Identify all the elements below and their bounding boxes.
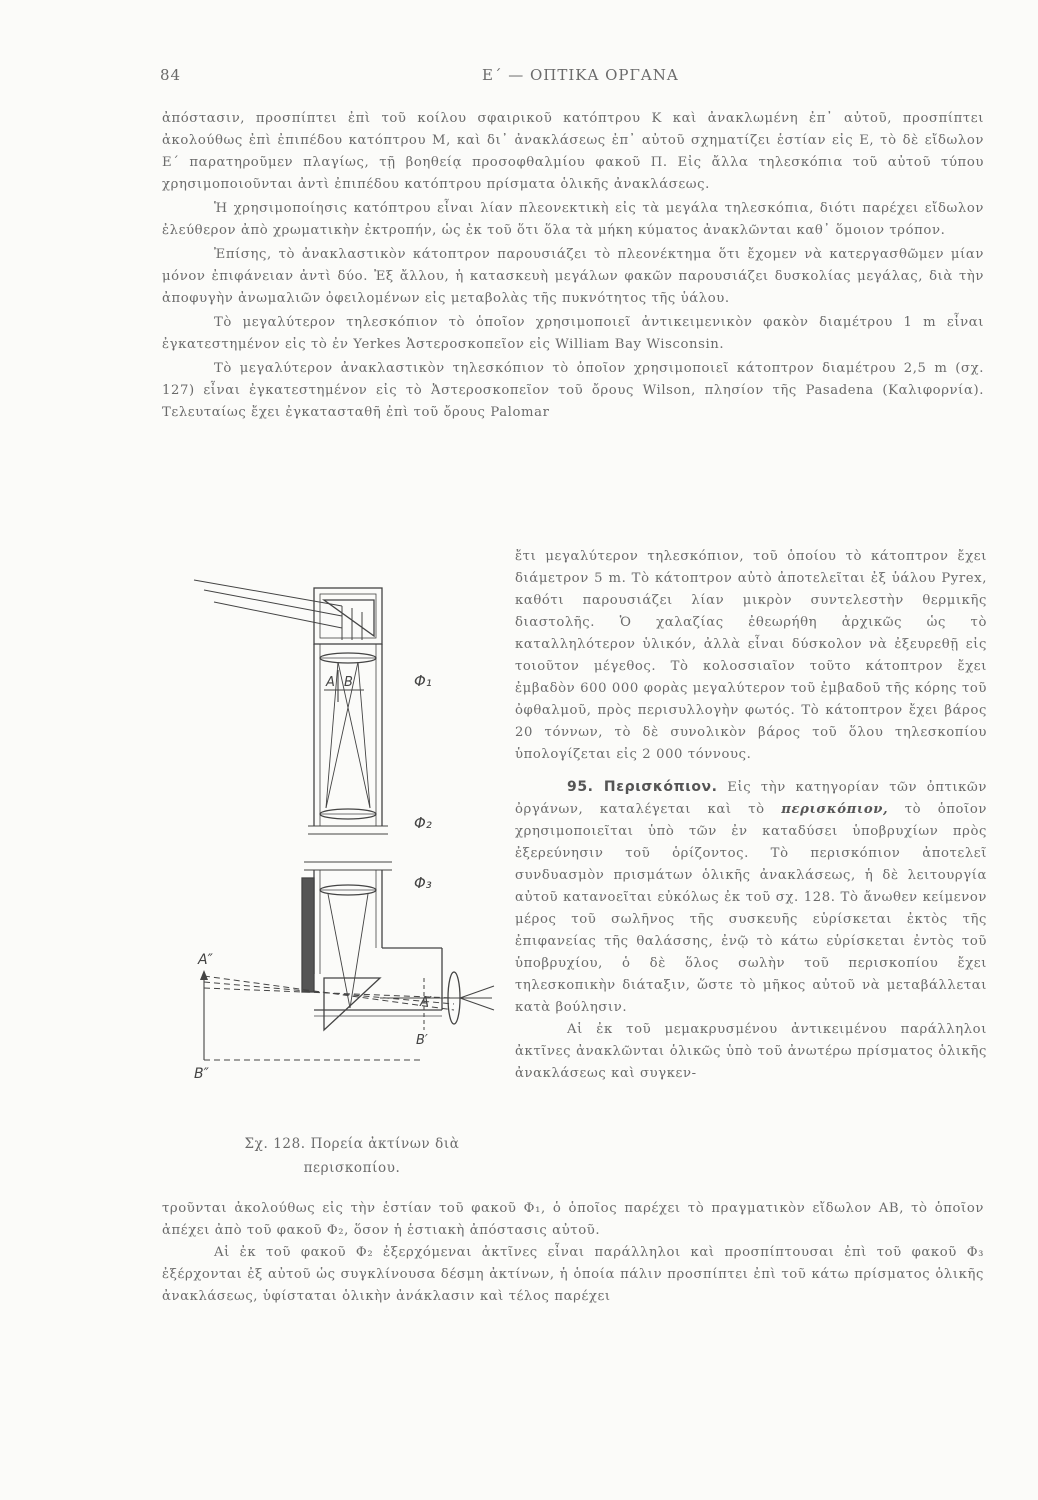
label-phi3: Φ₃ bbox=[414, 874, 432, 892]
paragraph: Τὸ μεγαλύτερον ἀνακλαστικὸν τηλεσκόπιον τὸ ὁποῖον χρησιμοποιεῖ κάτοπτρον διαμέτρου 2,5 m (σχ. 127) εἶναι ἐγκατεστημένον εἰς τὸ Ἀστεροσκοπεῖον τοῦ ὄρους Wilson, πλησίον τῆς Pasadena (Καλιφορνία). Τελευταίως ἔχει ἐγκατασταθῆ ἐπὶ τοῦ ὄρους Palomar bbox=[162, 361, 984, 420]
top-text-block bbox=[162, 108, 984, 426]
label-a: A bbox=[326, 675, 335, 690]
label-a-prime: A′ bbox=[420, 995, 432, 1010]
paragraph: ἀπόστασιν, προσπίπτει ἐπὶ τοῦ κοίλου σφαιρικοῦ κατόπτρου Κ καὶ ἀνακλωμένη ἐπ᾽ αὐτοῦ, προσπίπτει ἀκολούθως ἐπὶ ἐπιπέδου κατόπτρου Μ, καὶ δι᾽ ἀνακλάσεως ἐπ᾽ αὐτοῦ σχηματίζει ἑστίαν εἰς Ε, τὸ δὲ εἴδωλον Ε΄ παρατηροῦμεν πλαγίως, τῇ βοηθείᾳ προσοφθαλμίου φακοῦ Π. Εἰς ἄλλα τηλεσκόπια τοῦ αὐτοῦ τύπου χρησιμοποιοῦνται ἀντὶ ἐπιπέδου κατόπτρου πρίσματα ὁλικῆς ἀνακλάσεως. bbox=[162, 111, 984, 192]
label-a-double: A″ bbox=[198, 952, 213, 968]
page-header bbox=[160, 66, 880, 94]
running-title: Ε΄ — ΟΠΤΙΚΑ ΟΡΓΑΝΑ bbox=[482, 66, 679, 84]
hull-wall bbox=[302, 878, 314, 992]
label-b-double: B″ bbox=[194, 1066, 209, 1078]
section-text: Εἰς τὴν κατηγορίαν τῶν ὀπτικῶν ὀργάνων, καταλέγεται καὶ τὸ bbox=[515, 780, 987, 817]
virtual-rays bbox=[204, 976, 454, 1010]
section-95-paragraph bbox=[515, 776, 987, 1019]
section-text: τὸ ὁποῖον χρησιμοποιεῖται ὑπὸ τῶν ἐν καταδύσει ὑποβρυχίων πρὸς ἐξερεύνησιν τοῦ ὁρίζοντος. Τὸ περισκόπιον ἀποτελεῖ συνδυασμὸν πρισμάτων ὁλικῆς ἀνακλάσεως, ἡ δὲ λειτουργία αὐτοῦ κατανοεῖται εὐκόλως ἐκ τοῦ σχ. 128. Τὸ ἄνωθεν κείμενον μέρος τοῦ σωλῆνος τῆς συσκευῆς εὑρίσκεται ἐκτὸς τῆς ἐπιφανείας τῆς θαλάσσης, ἐνῷ τὸ κάτω εὑρίσκεται ἐντὸς τοῦ ὑποβρυχίου, ὁ δὲ ὅλος σωλὴν τοῦ περισκοπίου ἔχει τηλεσκοπικὴν διάταξιν, ὥστε τὸ μῆκος αὐτοῦ νὰ μεταβάλλεται κατὰ βούλησιν. bbox=[515, 802, 987, 1015]
right-column-text bbox=[515, 546, 987, 1085]
figure-caption bbox=[202, 1132, 502, 1180]
bottom-text-block bbox=[162, 1198, 984, 1308]
paragraph: Ἐπίσης, τὸ ἀνακλαστικὸν κάτοπτρον παρουσιάζει τὸ πλεονέκτημα ὅτι ἔχομεν νὰ κατεργασθῶμεν μίαν μόνον ἐπιφάνειαν ἀντὶ δύο. Ἐξ ἄλλου, ἡ κατασκευὴ μεγάλων φακῶν παρουσιάζει δυσκολίας μεγάλας, διὰ τὴν ἀποφυγὴν ἀνωμαλιῶν ὀφειλομένων εἰς μεταβολὰς τῆς πυκνότητος τῆς ὑάλου. bbox=[162, 247, 984, 306]
periscope-diagram bbox=[192, 578, 502, 1078]
paragraph: Αἱ ἐκ τοῦ φακοῦ Φ₂ ἐξερχόμεναι ἀκτῖνες εἶναι παράλληλοι καὶ προσπίπτουσαι ἐπὶ τοῦ φακοῦ Φ₃ ἐξέρχονται ἐξ αὐτοῦ ὡς συγκλίνουσα δέσμη ἀκτίνων, ἡ ὁποία πάλιν προσπίπτει ἐπὶ τοῦ κάτω πρίσματος ὁλικῆς ἀνακλάσεως, ὑφίσταται ὁλικὴν ἀνάκλασιν καὶ τέλος παρέχει bbox=[162, 1245, 984, 1304]
label-phi2: Φ₂ bbox=[414, 814, 432, 832]
label-b-prime: B′ bbox=[416, 1033, 428, 1048]
upper-prism bbox=[324, 600, 374, 636]
paragraph: τροῦνται ἀκολούθως εἰς τὴν ἑστίαν τοῦ φακοῦ Φ₁, ὁ ὁποῖος παρέχει τὸ πραγματικὸν εἴδωλον ΑΒ, τὸ ὁποῖον ἀπέχει ἀπὸ τοῦ φακοῦ Φ₂, ὅσον ἡ ἑστιακὴ ἀπόστασις αὐτοῦ. bbox=[162, 1201, 984, 1238]
caption-line: Σχ. 128. Πορεία ἀκτίνων διὰ bbox=[244, 1136, 460, 1152]
caption-line: περισκοπίου. bbox=[303, 1160, 401, 1176]
label-b: B bbox=[344, 675, 353, 690]
upper-head bbox=[314, 588, 382, 644]
page-number: 84 bbox=[160, 66, 182, 84]
paragraph: Τὸ μεγαλύτερον τηλεσκόπιον τὸ ὁποῖον χρησιμοποιεῖ ἀντικειμενικὸν φακὸν διαμέτρου 1 m εἶναι ἐγκατεστημένον εἰς τὸ ἐν Yerkes Ἀστεροσκοπεῖον εἰς William Bay Wisconsin. bbox=[162, 315, 984, 352]
section-term: περισκόπιον, bbox=[781, 802, 889, 817]
lower-prism bbox=[324, 978, 380, 1030]
paragraph: Ἡ χρησιμοποίησις κατόπτρου εἶναι λίαν πλεονεκτικὴ εἰς τὰ μεγάλα τηλεσκόπια, διότι παρέχει εἴδωλον ἐλεύθερον ἀπὸ χρωματικὴν ἐκτροπήν, ὡς ἐκ τοῦ ὅτι ὅλα τὰ μήκη κύματος ἀνακλῶνται καθ᾽ ὅμοιον τρόπον. bbox=[162, 201, 984, 238]
label-phi1: Φ₁ bbox=[414, 672, 432, 690]
paragraph: Αἱ ἐκ τοῦ μεμακρυσμένου ἀντικειμένου παράλληλοι ἀκτῖνες ἀνακλῶνται ὁλικῶς ὑπὸ τοῦ ἀνωτέρω πρίσματος ὁλικῆς ἀνακλάσεως καὶ συγκεν- bbox=[515, 1022, 987, 1081]
periscope-figure bbox=[192, 578, 502, 1078]
section-heading: 95. Περισκόπιον. bbox=[567, 779, 718, 795]
paragraph: ἔτι μεγαλύτερον τηλεσκόπιον, τοῦ ὁποίου τὸ κάτοπτρον ἔχει διάμετρον 5 m. Τὸ κάτοπτρον αὐτὸ ἀποτελεῖται ἐξ ὑάλου Pyrex, καθότι παρουσιάζει λίαν μικρὸν συντελεστὴν θερμικῆς διαστολῆς. Ὁ χαλαζίας ἐθεωρήθη ἀρχικῶς ὡς τὸ καταλληλότερον ὑλικόν, ἀλλὰ εἶναι δύσκολον νὰ ἐξευρεθῇ εἰς τοιοῦτον μέγεθος. Τὸ κολοσσιαῖον τοῦτο κάτοπτρον ἔχει ἐμβαδὸν 600 000 φορὰς μεγαλύτερον τοῦ ἐμβαδοῦ τῆς κόρης τοῦ ὀφθαλμοῦ, πρὸς περισυλλογὴν φωτός. Τὸ κάτοπτρον ἔχει βάρος 20 τόννων, τὸ δὲ συνολικὸν βάρος τοῦ ὅλου τηλεσκοπίου ὑπολογίζεται εἰς 2 000 τόννους. bbox=[515, 549, 987, 762]
